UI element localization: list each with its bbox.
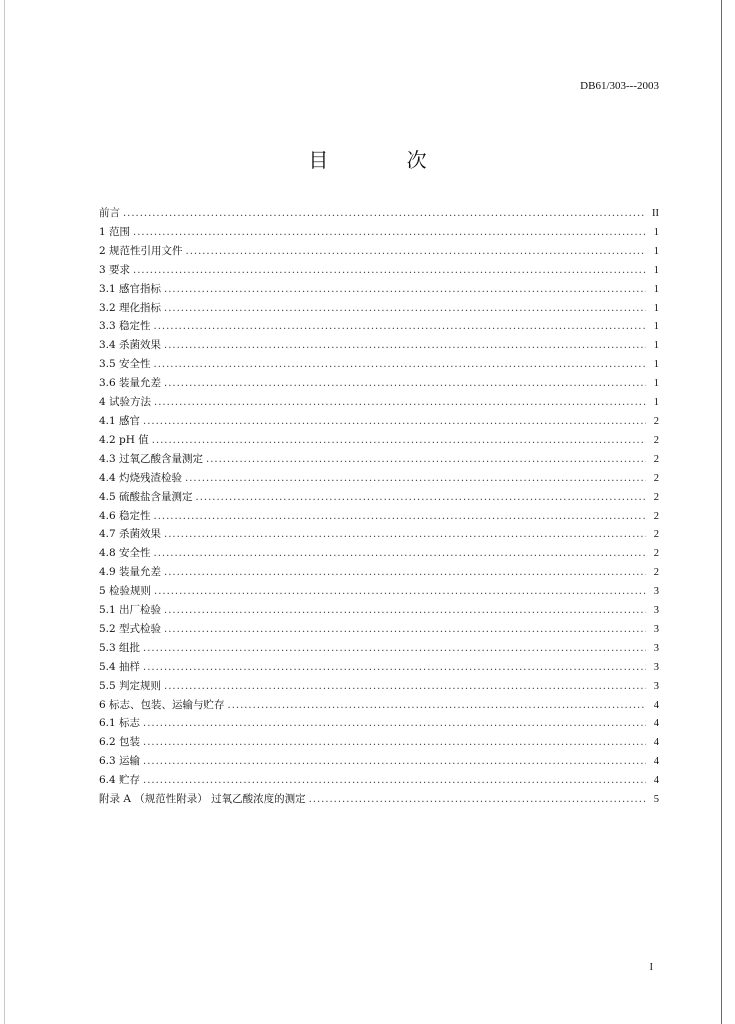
toc-entry[interactable] — [99, 714, 659, 733]
toc-entry-label: 6.4 贮存 — [99, 774, 141, 787]
toc-entry-label: 4.9 装量允差 — [99, 566, 162, 579]
toc-entry-label: 3.1 感官指标 — [99, 282, 162, 295]
toc-entry-page: II — [652, 208, 659, 219]
toc-entry-label: 附录 A （规范性附录） 过氧乙酸浓度的测定 — [99, 793, 306, 806]
toc-entry[interactable] — [99, 336, 659, 355]
toc-entry[interactable] — [99, 317, 659, 336]
toc-entry[interactable] — [99, 601, 659, 620]
toc-dot-leader — [186, 243, 646, 262]
toc-entry-page: 2 — [653, 529, 659, 541]
toc-entry-page: 1 — [653, 359, 659, 371]
toc-entry[interactable] — [99, 261, 659, 280]
toc-entry[interactable] — [99, 525, 659, 544]
toc-entry-label: 4.1 感官 — [99, 414, 141, 427]
toc-entry-label: 4.4 灼烧残渣检验 — [99, 471, 183, 484]
toc-dot-leader — [309, 791, 646, 810]
toc-entry[interactable] — [99, 374, 659, 393]
toc-entry-page: 1 — [653, 245, 659, 257]
toc-dot-leader — [154, 545, 646, 564]
toc-entry-page: 2 — [653, 567, 659, 579]
toc-entry-page: 3 — [653, 661, 659, 673]
toc-entry-page: 4 — [653, 699, 659, 711]
toc-entry[interactable] — [99, 582, 659, 601]
toc-entry-label: 4.5 硫酸盐含量测定 — [99, 490, 193, 503]
toc-entry[interactable] — [99, 752, 659, 771]
toc-entry-page: 1 — [653, 378, 659, 390]
toc-dot-leader — [143, 659, 646, 678]
toc-entry-label: 6 标志、包装、运输与贮存 — [99, 698, 225, 711]
toc-entry-label: 4.2 pH 值 — [99, 433, 149, 446]
toc-entry-page: 1 — [653, 226, 659, 238]
toc-entry-page: 3 — [653, 586, 659, 598]
toc-entry[interactable] — [99, 488, 659, 507]
toc-entry-label: 1 范围 — [99, 225, 131, 238]
toc-entry[interactable] — [99, 620, 659, 639]
toc-entry[interactable] — [99, 563, 659, 582]
toc-entry-page: 4 — [653, 756, 659, 768]
toc-entry-page: 3 — [653, 605, 659, 617]
toc-entry-label: 5.2 型式检验 — [99, 622, 162, 635]
page-title: 目 次 — [308, 148, 463, 172]
toc-entry[interactable] — [99, 733, 659, 752]
toc-entry[interactable] — [99, 355, 659, 374]
toc-dot-leader — [143, 734, 646, 753]
toc-entry-label: 3.5 安全性 — [99, 358, 151, 371]
toc-dot-leader — [164, 375, 646, 394]
toc-entry-label: 3.4 杀菌效果 — [99, 339, 162, 352]
toc-entry-label: 4.7 杀菌效果 — [99, 528, 162, 541]
toc-entry-page: 2 — [653, 472, 659, 484]
toc-dot-leader — [154, 318, 646, 337]
toc-dot-leader — [185, 470, 646, 489]
toc-entry-page: 4 — [653, 718, 659, 730]
toc-entry-page: 2 — [653, 415, 659, 427]
toc-entry[interactable] — [99, 299, 659, 318]
toc-entry-page: 3 — [653, 642, 659, 654]
toc-entry-label: 6.1 标志 — [99, 717, 141, 730]
toc-dot-leader — [152, 432, 646, 451]
toc-entry-label: 4.3 过氧乙酸含量测定 — [99, 452, 204, 465]
toc-entry-label: 5.3 组批 — [99, 641, 141, 654]
toc-dot-leader — [133, 224, 646, 243]
toc-entry-page: 1 — [653, 340, 659, 352]
standard-code: DB61/303---2003 — [580, 80, 659, 92]
toc-entry-label: 3.6 装量允差 — [99, 377, 162, 390]
toc-entry[interactable] — [99, 771, 659, 790]
toc-entry-label: 4.6 稳定性 — [99, 509, 151, 522]
toc-entry-label: 2 规范性引用文件 — [99, 244, 183, 257]
toc-dot-leader — [154, 583, 646, 602]
toc-dot-leader — [196, 489, 646, 508]
toc-entry[interactable] — [99, 639, 659, 658]
toc-entry[interactable] — [99, 696, 659, 715]
toc-entry[interactable] — [99, 393, 659, 412]
toc-entry-label: 5.4 抽样 — [99, 660, 141, 673]
toc-entry[interactable] — [99, 790, 659, 809]
toc-dot-leader — [164, 564, 646, 583]
toc-dot-leader — [164, 621, 646, 640]
toc-entry-page: 4 — [653, 737, 659, 749]
toc-dot-leader — [164, 526, 646, 545]
toc-dot-leader — [143, 772, 646, 791]
toc-dot-leader — [154, 394, 646, 413]
toc-dot-leader — [164, 300, 646, 319]
toc-entry-page: 1 — [653, 264, 659, 276]
toc-dot-leader — [228, 697, 646, 716]
toc-entry[interactable] — [99, 469, 659, 488]
toc-entry-label: 5.5 判定规则 — [99, 679, 162, 692]
toc-entry[interactable] — [99, 677, 659, 696]
toc-entry-label: 3.3 稳定性 — [99, 320, 151, 333]
toc-entry-label: 3 要求 — [99, 263, 131, 276]
toc-entry-page: 2 — [653, 453, 659, 465]
toc-dot-leader — [143, 413, 646, 432]
toc-dot-leader — [143, 715, 646, 734]
toc-dot-leader — [143, 753, 646, 772]
toc-dot-leader — [143, 640, 646, 659]
toc-entry-page: 2 — [653, 510, 659, 522]
toc-dot-leader — [164, 678, 646, 697]
toc-entry-page: 4 — [653, 775, 659, 787]
toc-dot-leader — [164, 281, 646, 300]
toc-entry[interactable] — [99, 431, 659, 450]
toc-dot-leader — [123, 205, 646, 224]
toc-entry-page: 2 — [653, 548, 659, 560]
toc-entry-page: 2 — [653, 491, 659, 503]
toc-dot-leader — [164, 602, 646, 621]
table-of-contents — [99, 204, 659, 809]
toc-entry-label: 3.2 理化指标 — [99, 301, 162, 314]
toc-entry-label: 5.1 出厂检验 — [99, 604, 162, 617]
toc-dot-leader — [164, 337, 646, 356]
toc-entry-label: 4.8 安全性 — [99, 547, 151, 560]
toc-entry[interactable] — [99, 242, 659, 261]
toc-dot-leader — [154, 356, 646, 375]
toc-entry-page: 3 — [653, 680, 659, 692]
toc-entry[interactable] — [99, 658, 659, 677]
toc-entry-page: 1 — [653, 302, 659, 314]
toc-dot-leader — [133, 262, 646, 281]
toc-entry[interactable] — [99, 204, 659, 223]
toc-entry-page: 1 — [653, 283, 659, 295]
page-number: I — [649, 962, 653, 973]
toc-entry-page: 1 — [653, 397, 659, 409]
toc-entry-page: 2 — [653, 434, 659, 446]
toc-entry[interactable] — [99, 450, 659, 469]
toc-entry-label: 5 检验规则 — [99, 585, 152, 598]
toc-entry[interactable] — [99, 280, 659, 299]
toc-entry-label: 4 试验方法 — [99, 396, 152, 409]
toc-dot-leader — [154, 508, 646, 527]
toc-entry-page: 5 — [653, 794, 659, 806]
toc-entry[interactable] — [99, 544, 659, 563]
toc-entry-page: 1 — [653, 321, 659, 333]
toc-entry[interactable] — [99, 223, 659, 242]
toc-entry-label: 前言 — [99, 207, 120, 219]
toc-entry-label: 6.2 包装 — [99, 736, 141, 749]
toc-entry-page: 3 — [653, 623, 659, 635]
toc-entry-label: 6.3 运输 — [99, 755, 141, 768]
toc-dot-leader — [206, 451, 646, 470]
toc-entry[interactable] — [99, 507, 659, 526]
toc-entry[interactable] — [99, 412, 659, 431]
